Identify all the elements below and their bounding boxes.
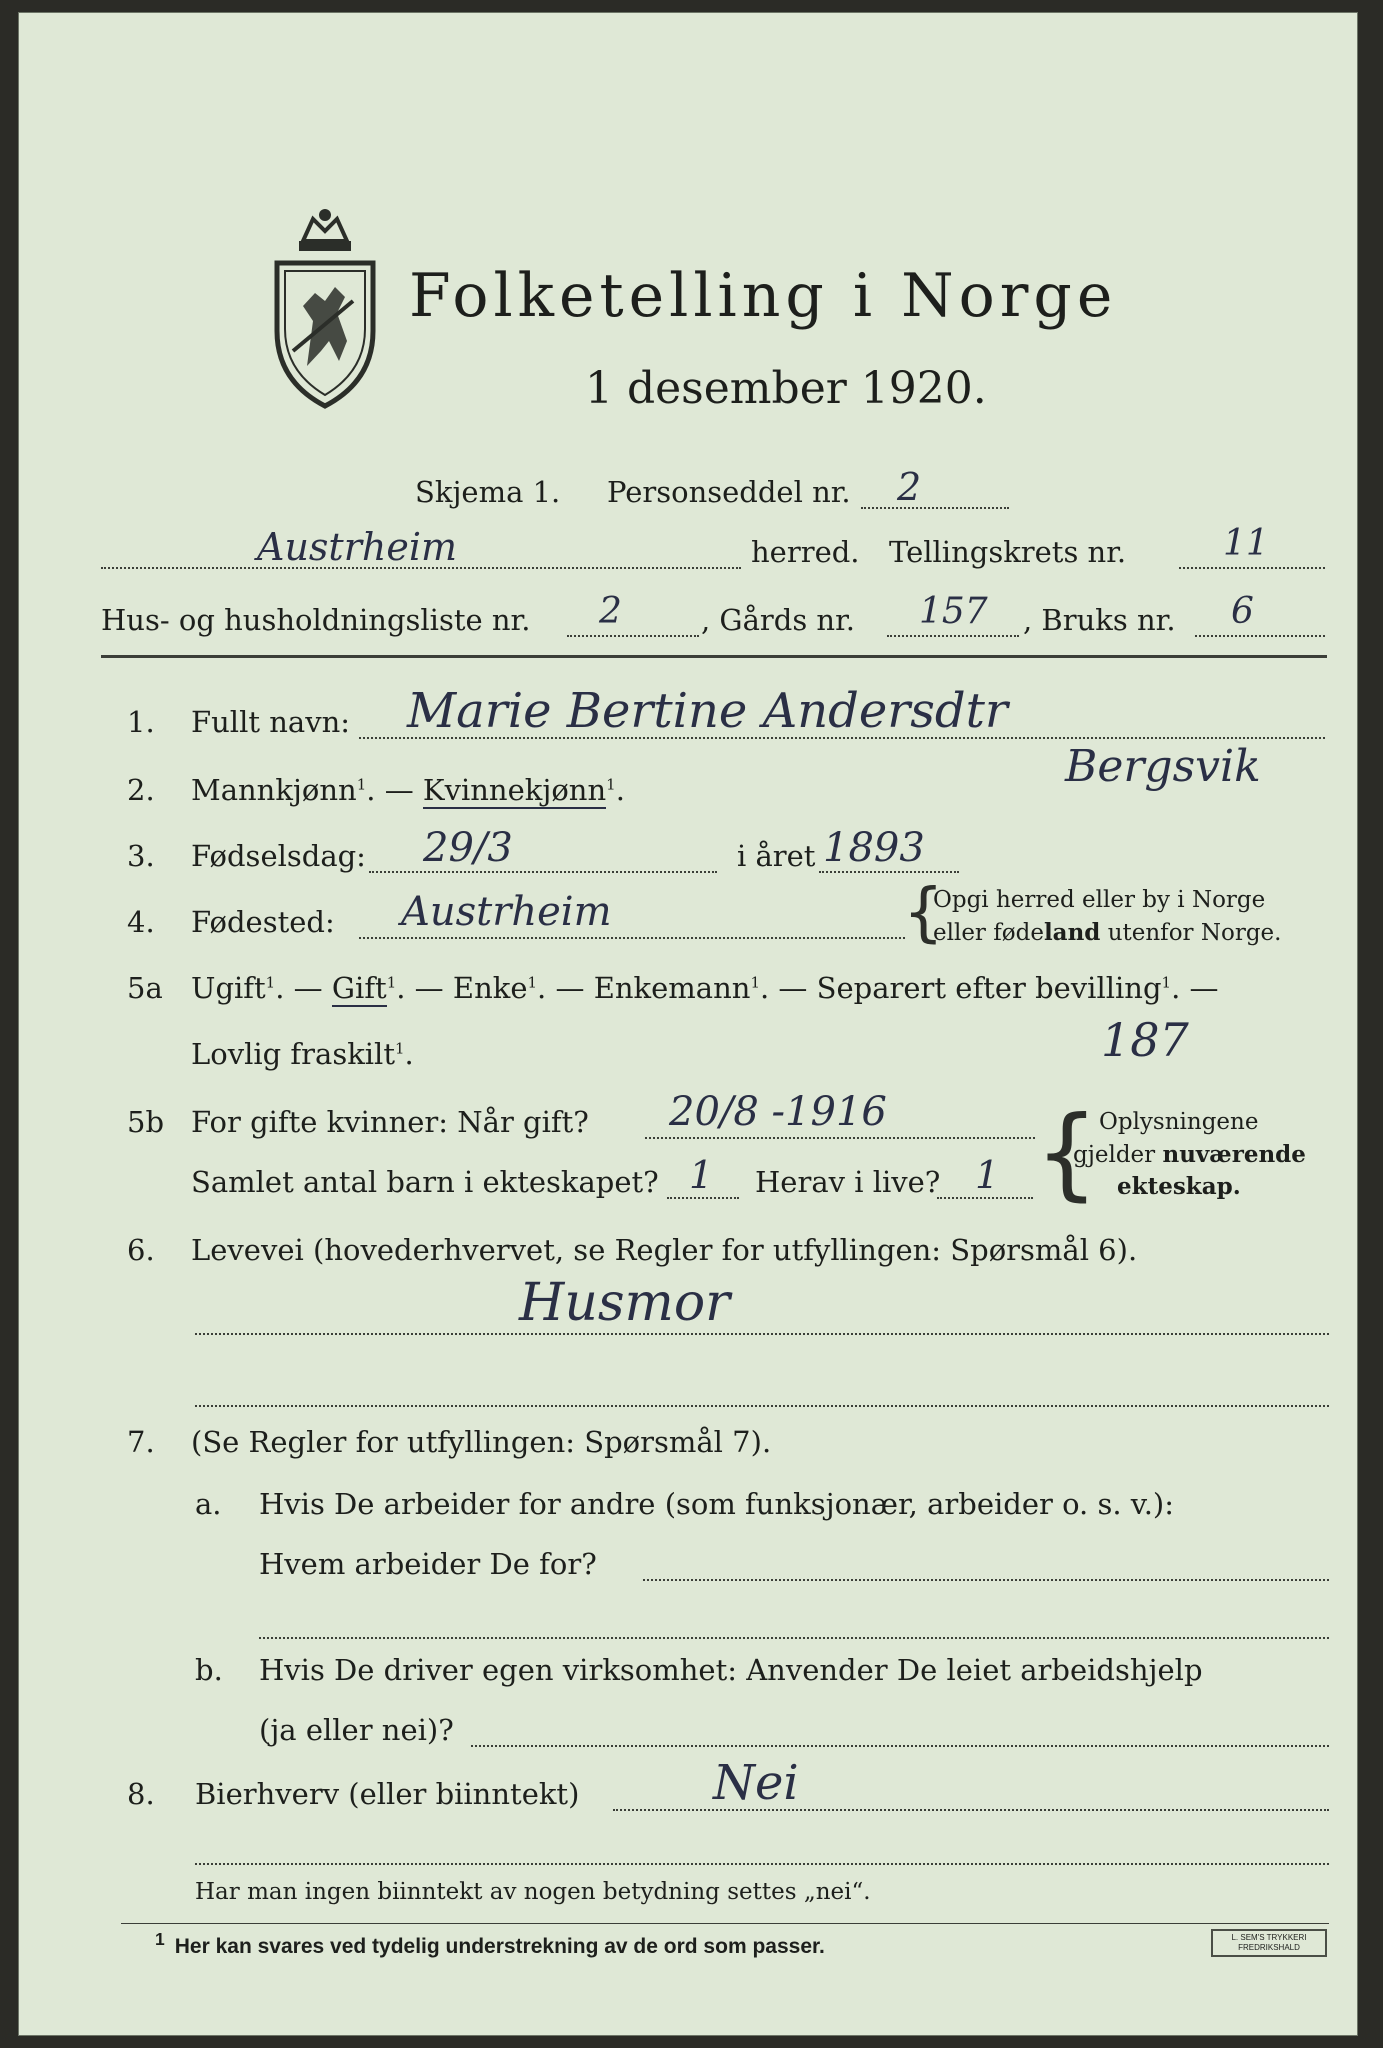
q1-label: Fullt navn: [191, 705, 351, 739]
q6-line-2 [195, 1405, 1329, 1407]
children-count-value[interactable]: 1 [689, 1153, 714, 1197]
personseddel-label: Personseddel nr. [607, 475, 851, 509]
married-date-value[interactable]: 20/8 -1916 [669, 1089, 887, 1135]
ugift-option[interactable]: Ugift [191, 971, 266, 1005]
note-nei: Har man ingen biinntekt av nogen betydning settes „nei“. [195, 1879, 871, 1905]
hus-value[interactable]: 2 [599, 591, 622, 632]
full-name-value-2[interactable]: Bergsvik [1065, 741, 1261, 792]
q5a-options: Ugift$^1$. — Gift$^1$. — Enke$^1$. — Enkemann$^1$. — Separert efter bevilling$^1$. — [191, 971, 1219, 1005]
tellingskrets-value[interactable]: 11 [1223, 523, 1269, 564]
q5b-barn-line [667, 1197, 739, 1199]
q4-brace: { [903, 876, 944, 950]
bruks-line [1195, 635, 1325, 637]
children-alive-value[interactable]: 1 [975, 1153, 1000, 1197]
q5b-barn-label: Samlet antal barn i ekteskapet? [191, 1165, 659, 1199]
q7a-line-1[interactable] [643, 1579, 1329, 1581]
q1-number: 1. [127, 705, 155, 739]
herred-value[interactable]: Austrheim [257, 525, 458, 569]
q5a-lovlig: Lovlig fraskilt$^1$. [191, 1037, 414, 1071]
enkemann-option[interactable]: Enkemann [593, 971, 751, 1005]
q2-number: 2. [127, 773, 155, 807]
q2-options [191, 773, 625, 807]
enke-option[interactable]: Enke [452, 971, 528, 1005]
gift-option[interactable]: Gift [331, 971, 387, 1005]
q5b-note-1: Oplysningene [1099, 1109, 1259, 1135]
printer-mark: L. SEM'S TRYKKERI FREDRIKSHALD [1211, 1929, 1327, 1957]
birthplace-value[interactable]: Austrheim [401, 889, 612, 935]
footnote-divider [121, 1923, 1329, 1924]
q7b-letter: b. [195, 1653, 223, 1687]
q4-number: 4. [127, 905, 155, 939]
gards-label: , Gårds nr. [701, 603, 855, 637]
birth-year-value[interactable]: 1893 [823, 825, 925, 871]
q4-note-1: Opgi herred eller by i Norge [933, 887, 1266, 913]
gards-line [887, 635, 1019, 637]
secondary-occupation-value[interactable]: Nei [713, 1755, 799, 1811]
q4-label: Fødested: [191, 905, 335, 939]
census-form [18, 12, 1358, 2036]
q5b-brace: { [1035, 1094, 1099, 1211]
q3-number: 3. [127, 839, 155, 873]
skjema-label: Skjema 1. [415, 475, 561, 509]
mannkjonn-option[interactable]: Mannkjønn [191, 773, 357, 807]
q4-line [359, 937, 905, 939]
hus-line [567, 635, 699, 637]
form-title: Folketelling i Norge [409, 261, 1118, 331]
q3-label: Fødselsdag: [191, 839, 366, 873]
q7b-label: Hvis De driver egen virksomhet: Anvender De leiet arbeidshjelp [259, 1653, 1203, 1687]
footnote-ref: 1 [356, 775, 367, 794]
personseddel-line [861, 507, 1009, 509]
q5b-note-2: gjelder nuværende [1073, 1141, 1306, 1168]
q6-label: Levevei (hovederhvervet, se Regler for utfyllingen: Spørsmål 6). [191, 1233, 1138, 1267]
q8-label: Bierhverv (eller biinntekt) [195, 1777, 580, 1811]
personseddel-value[interactable]: 2 [897, 465, 922, 509]
q7a-letter: a. [195, 1487, 222, 1521]
q3-year-label: i året [737, 839, 816, 873]
kvinnekjonn-option[interactable]: Kvinnekjønn [422, 773, 607, 807]
q8-line-2 [195, 1863, 1329, 1865]
q7-number: 7. [127, 1425, 155, 1459]
tellingskrets-label: Tellingskrets nr. [889, 535, 1127, 569]
full-name-value[interactable]: Marie Bertine Andersdtr [407, 683, 1008, 739]
tellingskrets-line [1179, 567, 1325, 569]
margin-note: 187 [1101, 1013, 1189, 1067]
occupation-value[interactable]: Husmor [519, 1273, 730, 1333]
census-date: 1 desember 1920. [585, 363, 987, 414]
footnote-ref: 1 [606, 775, 616, 794]
q7-label: (Se Regler for utfyllingen: Spørsmål 7). [191, 1425, 772, 1459]
q8-number: 8. [127, 1777, 155, 1811]
q7b-label-2: (ja eller nei)? [259, 1713, 454, 1747]
end: . [615, 773, 625, 807]
q3-line [369, 871, 717, 873]
header-divider [101, 655, 1327, 658]
q5a-number: 5a [127, 971, 163, 1005]
herred-label: herred. [751, 535, 860, 569]
separert-option[interactable]: Separert efter bevilling [816, 971, 1162, 1005]
bruks-value[interactable]: 6 [1231, 591, 1254, 632]
q6-line-1 [195, 1333, 1329, 1335]
lovlig-fraskilt-option[interactable]: Lovlig fraskilt [191, 1037, 395, 1071]
q7a-label-2: Hvem arbeider De for? [259, 1547, 597, 1581]
q7a-label: Hvis De arbeider for andre (som funksjonær, arbeider o. s. v.): [259, 1487, 1175, 1521]
hus-label: Hus- og husholdningsliste nr. [101, 603, 531, 637]
q5b-live-label: Herav i live? [755, 1165, 941, 1199]
birthdate-value[interactable]: 29/3 [423, 825, 513, 871]
coat-of-arms-icon [263, 201, 387, 411]
bruks-label: , Bruks nr. [1023, 603, 1176, 637]
q3-year-line [819, 871, 959, 873]
q5b-line [645, 1137, 1035, 1139]
footnote: $^1$ Her kan svares ved tydelig understrekning av de ord som passer. [155, 1929, 825, 1958]
q5b-note-3: ekteskap. [1117, 1173, 1241, 1200]
q6-number: 6. [127, 1233, 155, 1267]
gards-value[interactable]: 157 [919, 591, 988, 632]
q4-note-2: eller fødeland utenfor Norge. [933, 919, 1282, 946]
q5b-number: 5b [127, 1105, 165, 1139]
q5b-label: For gifte kvinner: Når gift? [191, 1105, 589, 1139]
q7a-line-2[interactable] [259, 1637, 1329, 1639]
q5b-live-line [937, 1197, 1033, 1199]
separator: . — [366, 773, 423, 807]
q7b-line[interactable] [471, 1745, 1329, 1747]
